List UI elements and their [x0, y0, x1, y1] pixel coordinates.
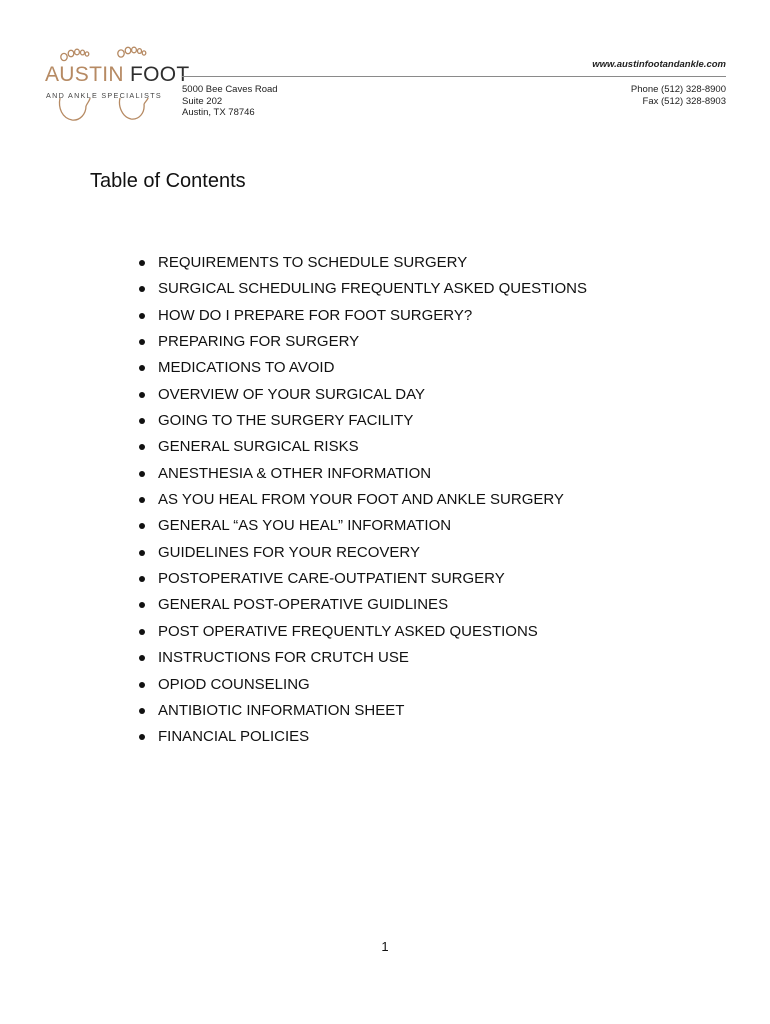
toc-item [135, 592, 587, 618]
logo-word-austin: AUSTIN [45, 63, 124, 86]
toc-item [135, 619, 587, 645]
toc-item [135, 487, 587, 513]
toc-item-label: SURGICAL SCHEDULING FREQUENTLY ASKED QUESTIONS [158, 280, 587, 298]
toc-item [135, 698, 587, 724]
toc-item [135, 461, 587, 487]
toc-item [135, 513, 587, 539]
company-logo [42, 44, 190, 124]
bullet-icon [139, 418, 145, 424]
bullet-icon [139, 629, 145, 635]
toc-item [135, 303, 587, 329]
page-number: 1 [381, 939, 389, 954]
address-line-1: 5000 Bee Caves Road [182, 84, 278, 95]
phone-number: Phone (512) 328-8900 [630, 84, 726, 95]
contact-info [631, 84, 726, 107]
bullet-icon [139, 471, 145, 477]
toc-item-label: PREPARING FOR SURGERY [158, 333, 360, 351]
toc-item-label: HOW DO I PREPARE FOR FOOT SURGERY? [158, 306, 473, 324]
website-url: www.austinfootandankle.com [592, 59, 726, 70]
toc-item [135, 276, 587, 302]
bullet-icon [139, 444, 145, 450]
toc-item-label: GUIDELINES FOR YOUR RECOVERY [158, 543, 421, 561]
toc-item-label: INSTRUCTIONS FOR CRUTCH USE [158, 649, 409, 667]
toc-item-label: GENERAL POST-OPERATIVE GUIDLINES [158, 596, 449, 614]
toc-item-label: GENERAL SURGICAL RISKS [158, 438, 359, 456]
toc-item-label: ANESTHESIA & OTHER INFORMATION [158, 464, 432, 482]
toc-item [135, 329, 587, 355]
logo-tagline: AND ANKLE SPECIALISTS [46, 91, 162, 100]
bullet-icon [139, 339, 145, 345]
toc-item [135, 645, 587, 671]
bullet-icon [139, 260, 145, 266]
toc-item [135, 724, 587, 750]
toc-list [135, 250, 587, 751]
toc-item-label: POST OPERATIVE FREQUENTLY ASKED QUESTIONS [158, 622, 538, 640]
bullet-icon [139, 523, 145, 529]
bullet-icon [139, 497, 145, 503]
header-divider [182, 76, 726, 77]
bullet-icon [139, 708, 145, 714]
toc-item-label: MEDICATIONS TO AVOID [158, 359, 335, 377]
bullet-icon [139, 655, 145, 661]
toc-item-label: ANTIBIOTIC INFORMATION SHEET [158, 701, 405, 719]
toc-item-label: REQUIREMENTS TO SCHEDULE SURGERY [158, 254, 468, 271]
toc-item-label: AS YOU HEAL FROM YOUR FOOT AND ANKLE SURGERY [158, 491, 564, 509]
toc-item [135, 382, 587, 408]
toc-item-label: GENERAL “AS YOU HEAL” INFORMATION [158, 517, 452, 535]
bullet-icon [139, 286, 145, 292]
bullet-icon [139, 550, 145, 556]
logo-word-foot: FOOT [129, 63, 190, 86]
bullet-icon [139, 392, 145, 398]
toc-item [135, 540, 587, 566]
toc-item-label: FINANCIAL POLICIES [158, 728, 310, 746]
office-address [182, 84, 278, 119]
toc-item [135, 355, 587, 381]
bullet-icon [139, 576, 145, 582]
bullet-icon [139, 682, 145, 688]
toc-item [135, 434, 587, 460]
toc-item-label: OVERVIEW OF YOUR SURGICAL DAY [158, 385, 425, 403]
toc-item [135, 566, 587, 592]
page-title: Table of Contents [90, 170, 246, 192]
fax-number: Fax (512) 328-8903 [642, 95, 726, 107]
bullet-icon [139, 365, 145, 371]
address-line-3: Austin, TX 78746 [182, 107, 255, 118]
toc-item [135, 408, 587, 434]
toc-item-label: OPIOD COUNSELING [158, 675, 310, 693]
toc-item-label: GOING TO THE SURGERY FACILITY [158, 412, 414, 430]
logo-wordmark [45, 64, 189, 85]
bullet-icon [139, 313, 145, 319]
bullet-icon [139, 734, 145, 740]
bullet-icon [139, 602, 145, 608]
toc-item-label: POSTOPERATIVE CARE-OUTPATIENT SURGERY [158, 570, 505, 588]
toc-item [135, 672, 587, 698]
address-line-2: Suite 202 [182, 95, 223, 107]
toc-item [135, 250, 587, 276]
